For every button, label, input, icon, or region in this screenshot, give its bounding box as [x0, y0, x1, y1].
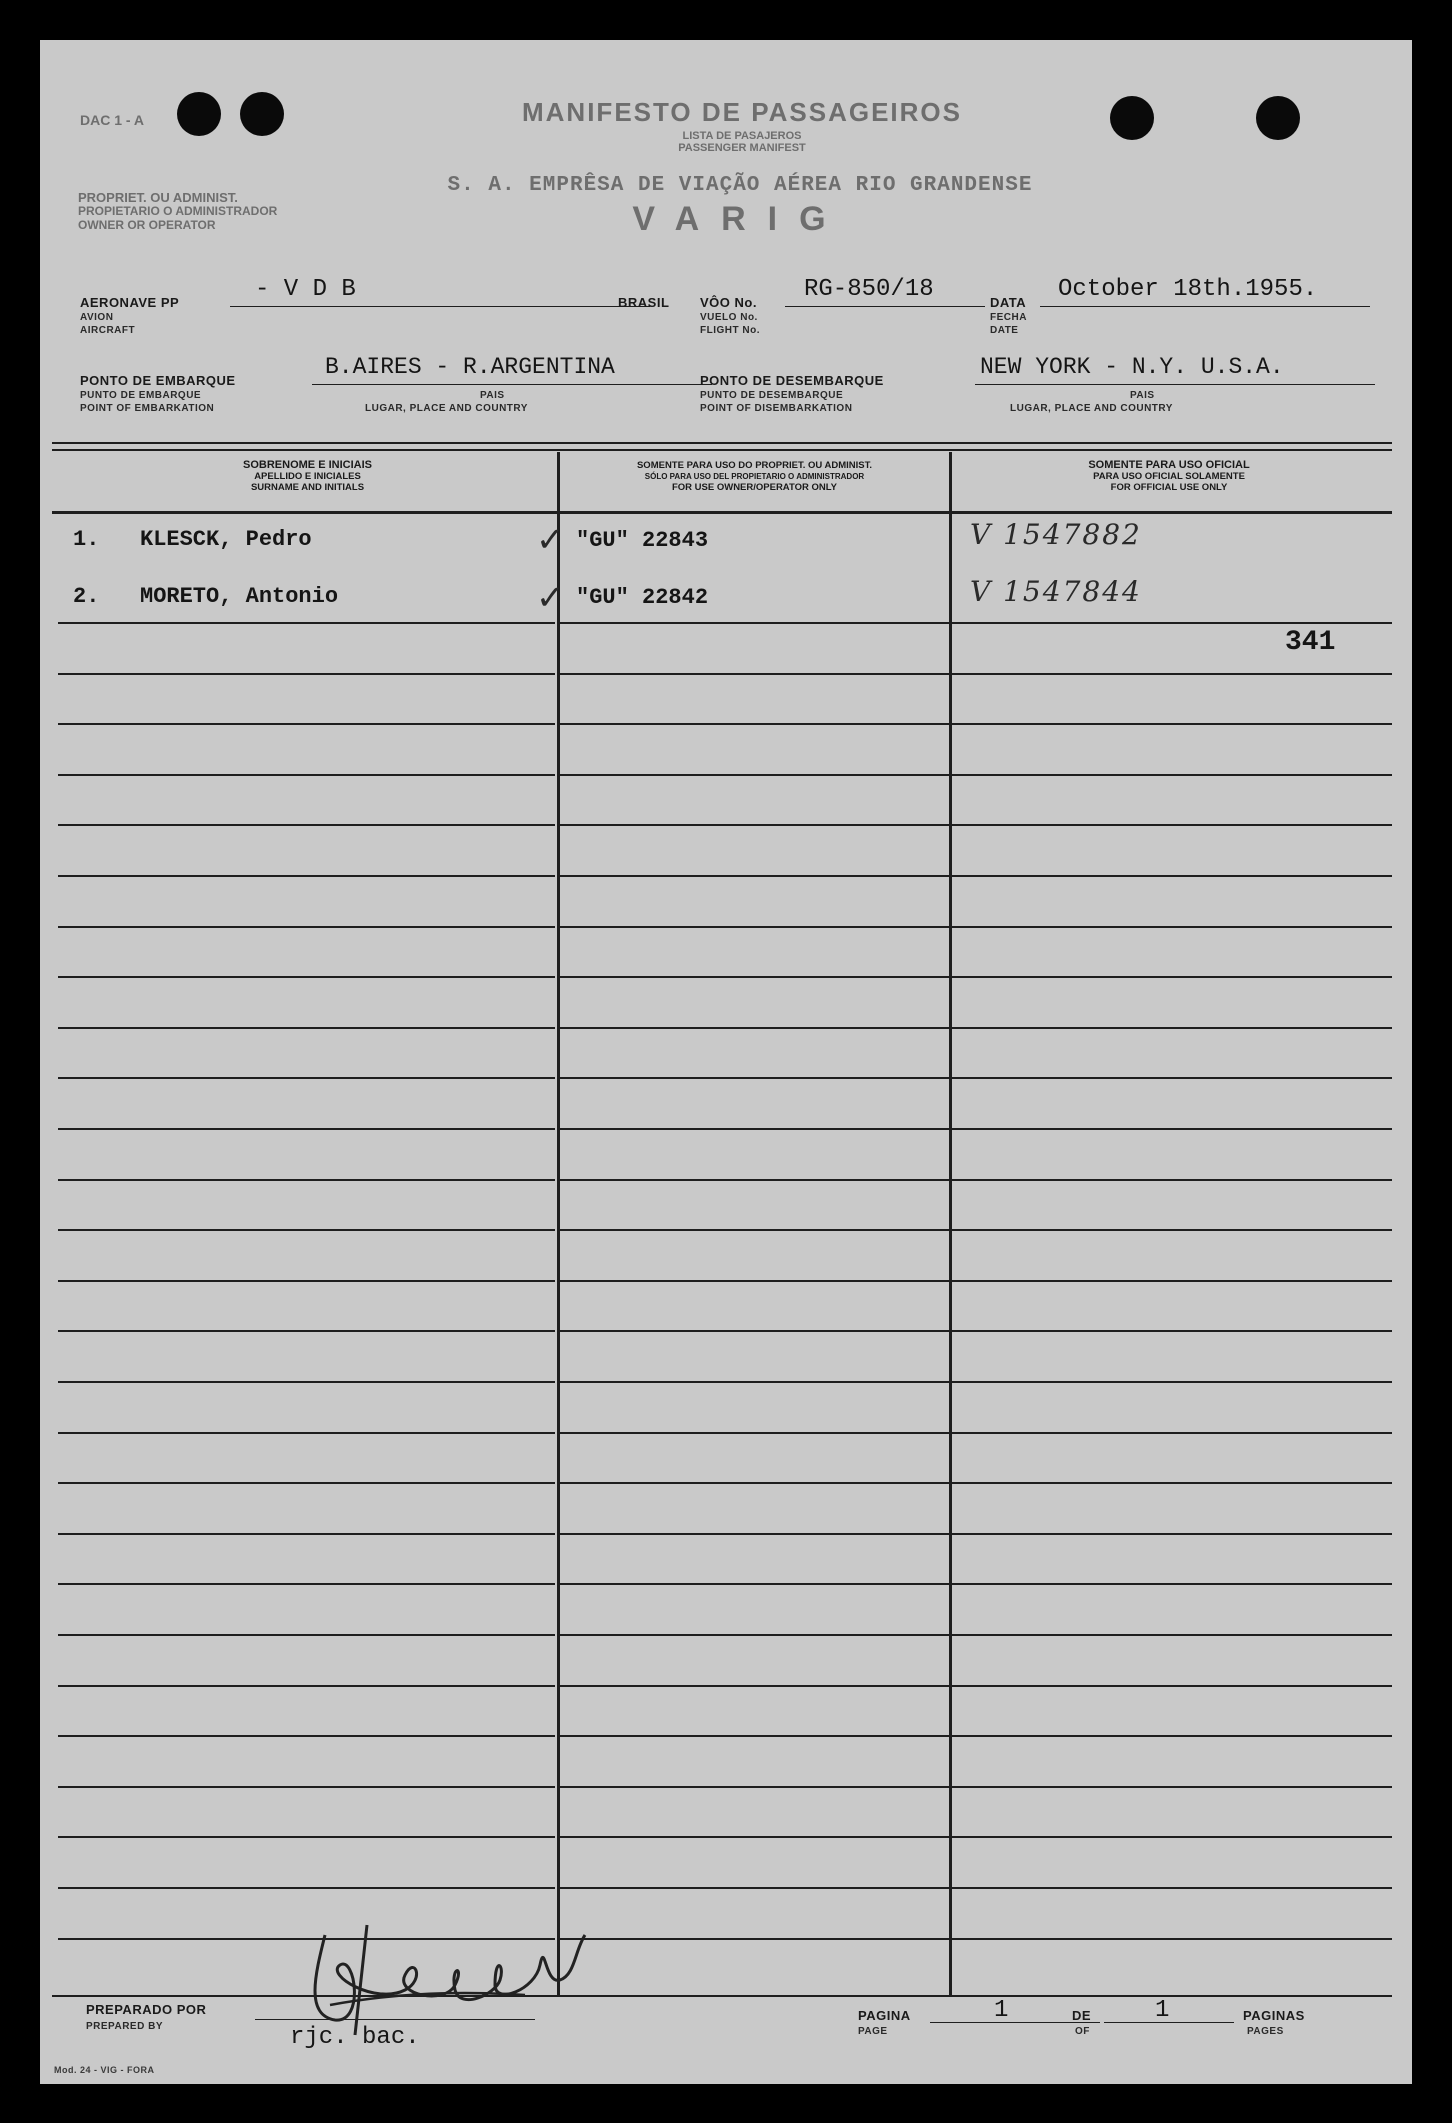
row-line: [952, 1887, 1392, 1889]
row-line: [952, 1482, 1392, 1484]
passenger-1-number: 1.: [73, 527, 100, 552]
row-line: [952, 1432, 1392, 1434]
table-top-border-2: [52, 449, 1392, 451]
form-code: DAC 1 - A: [80, 112, 145, 128]
row-line: [560, 1179, 949, 1181]
passenger-2-number: 2.: [73, 584, 100, 609]
date-value: October 18th.1955.: [1058, 276, 1318, 303]
total-pages-value: 1: [1155, 1997, 1170, 2024]
row-line: [58, 1583, 555, 1585]
row-line: [560, 824, 949, 826]
row-line: [58, 976, 555, 978]
flight-number-value: RG-850/18: [804, 276, 934, 303]
passenger-1-official-number: V 1547882: [970, 518, 1142, 551]
column-header-operator: [562, 460, 947, 493]
prepared-by-label-en: PREPARED BY: [86, 2021, 163, 2032]
disembarkation-underline: [975, 384, 1375, 385]
row-line: [952, 1685, 1392, 1687]
embarkation-sublabel-en: LUGAR, PLACE AND COUNTRY: [365, 403, 528, 414]
aircraft-label-pt: AERONAVE PP: [80, 295, 180, 310]
row-line: [58, 1836, 555, 1838]
row-line: [952, 622, 1392, 624]
row-line: [58, 1432, 555, 1434]
company-name: S. A. EMPRÊSA DE VIAÇÃO AÉREA RIO GRANDENSE: [447, 174, 1033, 197]
row-line: [560, 1735, 949, 1737]
row-line: [58, 1179, 555, 1181]
column-header-operator-en: FOR USE OWNER/OPERATOR ONLY: [671, 482, 838, 493]
passenger-1-name: KLESCK, Pedro: [140, 527, 312, 552]
row-line: [952, 1381, 1392, 1383]
row-line: [560, 1077, 949, 1079]
row-line: [560, 1482, 949, 1484]
row-line: [560, 1229, 949, 1231]
row-line: [560, 1938, 949, 1940]
punch-hole-right-2: [1256, 96, 1300, 140]
row-line: [560, 1836, 949, 1838]
row-line: [952, 774, 1392, 776]
flight-label-pt: VÔO No.: [700, 295, 757, 310]
column-divider-2: [949, 452, 952, 1997]
row-line: [58, 1280, 555, 1282]
table-top-border: [52, 442, 1392, 444]
date-label-es: FECHA: [990, 312, 1027, 323]
row-line: [560, 1583, 949, 1585]
row-line: [560, 1685, 949, 1687]
row-line: [560, 1432, 949, 1434]
row-line: [952, 1179, 1392, 1181]
row-line: [560, 1280, 949, 1282]
form-reference: Mod. 24 - VIG - FORA: [54, 2065, 155, 2075]
embarkation-label-es: PUNTO DE EMBARQUE: [80, 390, 202, 401]
row-line: [952, 1634, 1392, 1636]
embarkation-label-pt: PONTO DE EMBARQUE: [80, 373, 236, 388]
row-line: [560, 774, 949, 776]
embarkation-sublabel-pt: PAIS: [480, 390, 505, 401]
page-value: 1: [994, 1997, 1009, 2024]
embarkation-value: B.AIRES - R.ARGENTINA: [325, 354, 615, 380]
row-line: [58, 1027, 555, 1029]
passenger-2-official-number: V 1547844: [970, 575, 1142, 608]
manifest-subtitle-en: PASSENGER MANIFEST: [678, 142, 806, 154]
row-line: [58, 1634, 555, 1636]
check-mark-2: ✓: [536, 578, 567, 618]
manifest-title: MANIFESTO DE PASSAGEIROS: [522, 97, 962, 127]
date-underline: [1040, 306, 1370, 307]
row-line: [58, 774, 555, 776]
disembarkation-label-en: POINT OF DISEMBARKATION: [700, 403, 853, 414]
aircraft-label-es: AVION: [80, 312, 114, 323]
row-line: [952, 875, 1392, 877]
row-line: [952, 1735, 1392, 1737]
row-line: [58, 1077, 555, 1079]
manifest-subtitle-es: LISTA DE PASAJEROS: [682, 130, 802, 142]
flight-label-en: FLIGHT No.: [700, 325, 760, 336]
row-line: [560, 1381, 949, 1383]
row-line: [560, 1330, 949, 1332]
row-line: [58, 1381, 555, 1383]
row-line: [560, 976, 949, 978]
row-line: [560, 1027, 949, 1029]
passenger-1-ticket: "GU" 22843: [576, 528, 709, 553]
row-line: [952, 926, 1392, 928]
row-line: [58, 1786, 555, 1788]
row-line: [952, 1229, 1392, 1231]
row-line: [58, 622, 555, 624]
header-bottom-rule: [52, 511, 1392, 514]
row-line: [58, 1229, 555, 1231]
flight-underline: [785, 306, 985, 307]
row-line: [952, 1077, 1392, 1079]
column-header-name-en: SURNAME AND INITIALS: [250, 482, 365, 493]
column-divider-1: [557, 452, 560, 1997]
owner-label-es: PROPIETARIO O ADMINISTRADOR: [78, 204, 278, 218]
row-line: [952, 1836, 1392, 1838]
column-header-operator-pt: SOMENTE PARA USO DO PROPRIET. OU ADMINIST.: [636, 460, 873, 471]
pages-label-en: PAGES: [1247, 2026, 1284, 2037]
column-header-official-en: FOR OFFICIAL USE ONLY: [1110, 482, 1228, 493]
row-line: [560, 1887, 949, 1889]
row-line: [952, 1128, 1392, 1130]
flight-label-es: VUELO No.: [700, 312, 758, 323]
row-line: [952, 1280, 1392, 1282]
row-line: [560, 926, 949, 928]
prepared-by-label-pt: PREPARADO POR: [86, 2002, 207, 2017]
row-line: [952, 1330, 1392, 1332]
row-line: [58, 926, 555, 928]
page-stamp-number: 341: [1285, 627, 1336, 658]
prepared-by-value: rjc. bac.: [290, 2024, 420, 2051]
column-header-official-pt: SOMENTE PARA USO OFICIAL: [1088, 459, 1250, 471]
signature: [295, 1895, 595, 2055]
row-line: [560, 723, 949, 725]
check-mark-1: ✓: [536, 520, 567, 560]
row-line: [58, 1887, 555, 1889]
punch-hole-left-1: [177, 92, 221, 136]
company-short: VARIG: [632, 200, 848, 238]
disembarkation-label-pt: PONTO DE DESEMBARQUE: [700, 373, 884, 388]
disembarkation-sublabel-pt: PAIS: [1130, 390, 1155, 401]
of-label-en: OF: [1075, 2026, 1090, 2037]
table-bottom-rule: [52, 1995, 1392, 1997]
manifest-page: [40, 40, 1412, 2084]
aircraft-value: - V D B: [255, 276, 356, 303]
date-label-pt: DATA: [990, 295, 1027, 310]
row-line: [560, 673, 949, 675]
row-line: [58, 1128, 555, 1130]
punch-hole-right-1: [1110, 96, 1154, 140]
row-line: [952, 1027, 1392, 1029]
row-line: [560, 1128, 949, 1130]
disembarkation-label-es: PUNTO DE DESEMBARQUE: [700, 390, 844, 401]
row-line: [952, 1786, 1392, 1788]
column-header-official: [954, 460, 1384, 493]
row-line: [952, 723, 1392, 725]
column-header-name-pt: SOBRENOME E INICIAIS: [243, 459, 372, 471]
aircraft-underline: [230, 306, 650, 307]
row-line: [560, 1533, 949, 1535]
row-line: [58, 673, 555, 675]
punch-hole-left-2: [240, 92, 284, 136]
disembarkation-value: NEW YORK - N.Y. U.S.A.: [980, 354, 1284, 380]
row-line: [952, 976, 1392, 978]
disembarkation-sublabel-en: LUGAR, PLACE AND COUNTRY: [1010, 403, 1173, 414]
row-line: [560, 1786, 949, 1788]
row-line: [952, 824, 1392, 826]
passenger-2-name: MORETO, Antonio: [140, 584, 339, 609]
row-line: [58, 1482, 555, 1484]
row-line: [58, 723, 555, 725]
aircraft-nationality: BRASIL: [618, 295, 670, 310]
row-line: [58, 1330, 555, 1332]
embarkation-label-en: POINT OF EMBARKATION: [80, 403, 215, 414]
row-line: [952, 1583, 1392, 1585]
row-line: [58, 1533, 555, 1535]
row-line: [560, 875, 949, 877]
of-label-pt: DE: [1072, 2008, 1092, 2023]
column-header-official-es: PARA USO OFICIAL SOLAMENTE: [1093, 471, 1245, 482]
row-line: [58, 1735, 555, 1737]
row-line: [58, 1685, 555, 1687]
row-line: [952, 1938, 1392, 1940]
row-line: [560, 622, 949, 624]
column-header-name: [60, 460, 555, 493]
column-header-name-es: APELLIDO E INICIALES: [254, 471, 361, 482]
row-line: [58, 875, 555, 877]
pages-label-pt: PAGINAS: [1243, 2008, 1305, 2023]
embarkation-underline: [312, 384, 712, 385]
row-line: [58, 824, 555, 826]
owner-label-pt: PROPRIET. OU ADMINIST.: [78, 190, 238, 205]
row-line: [952, 673, 1392, 675]
date-label-en: DATE: [990, 325, 1019, 336]
passenger-2-ticket: "GU" 22842: [576, 585, 709, 610]
row-line: [952, 1533, 1392, 1535]
aircraft-label-en: AIRCRAFT: [80, 325, 136, 336]
page-label-pt: PAGINA: [858, 2008, 911, 2023]
column-header-operator-es: SÓLO PARA USO DEL PROPIETARIO O ADMINISTRADOR: [644, 472, 865, 481]
owner-label-en: OWNER OR OPERATOR: [78, 218, 216, 232]
page-label-en: PAGE: [858, 2026, 888, 2037]
row-line: [560, 1634, 949, 1636]
